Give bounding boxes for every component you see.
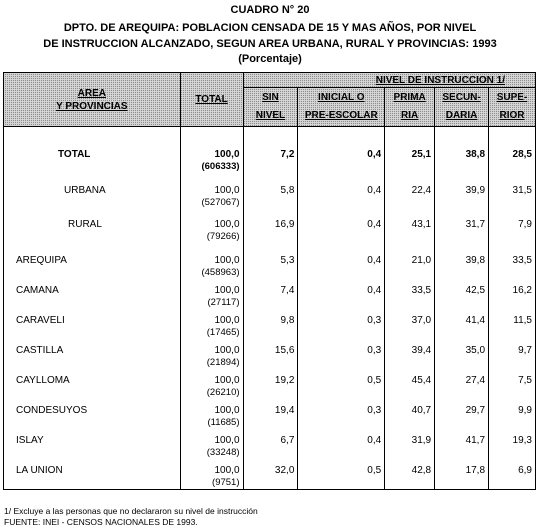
- source-note: FUENTE: INEI - CENSOS NACIONALES DE 1993.: [4, 517, 198, 527]
- cell-primaria: 21,0: [385, 249, 435, 279]
- cell-secundaria: 41,4: [435, 309, 489, 339]
- row-label: URBANA: [4, 179, 181, 213]
- header-secundaria: SECUN- DARIA: [435, 88, 489, 127]
- cell-inicial: 0,4: [298, 429, 385, 459]
- cell-secundaria: 27,4: [435, 369, 489, 399]
- cell-sin-nivel: 6,7: [243, 429, 298, 459]
- cell-sin-nivel: 32,0: [243, 459, 298, 490]
- cell-inicial: 0,4: [298, 249, 385, 279]
- title-line-1: DPTO. DE AREQUIPA: POBLACION CENSADA DE 15 Y MAS AÑOS, POR NIVEL: [63, 22, 477, 34]
- cell-inicial: 0,4: [298, 213, 385, 249]
- table-row: [4, 459, 536, 490]
- cell-total: 100,0 (606333): [180, 127, 243, 179]
- table-row: [4, 279, 536, 309]
- cell-primaria: 31,9: [385, 429, 435, 459]
- cell-primaria: 43,1: [385, 213, 435, 249]
- cell-inicial: 0,3: [298, 309, 385, 339]
- cell-superior: 31,5: [489, 179, 536, 213]
- cell-secundaria: 35,0: [435, 339, 489, 369]
- row-label: LA UNION: [4, 459, 181, 490]
- cell-superior: 33,5: [489, 249, 536, 279]
- table-row: [4, 429, 536, 459]
- header-sin-nivel: SIN NIVEL: [243, 88, 298, 127]
- cell-secundaria: 31,7: [435, 213, 489, 249]
- cell-inicial: 0,4: [298, 179, 385, 213]
- cell-secundaria: 17,8: [435, 459, 489, 490]
- cell-superior: 11,5: [489, 309, 536, 339]
- table-row: [4, 339, 536, 369]
- cell-inicial: 0,4: [298, 127, 385, 179]
- row-label: AREQUIPA: [4, 249, 181, 279]
- table-row: [4, 179, 536, 213]
- cell-inicial: 0,4: [298, 279, 385, 309]
- cell-inicial: 0,5: [298, 459, 385, 490]
- cell-superior: 9,9: [489, 399, 536, 429]
- footnote: 1/ Excluye a las personas que no declararon su nivel de instrucción: [4, 506, 258, 516]
- cell-sin-nivel: 9,8: [243, 309, 298, 339]
- cell-superior: 7,9: [489, 213, 536, 249]
- cell-sin-nivel: 5,8: [243, 179, 298, 213]
- title-line-3: (Porcentaje): [238, 53, 302, 65]
- cell-secundaria: 41,7: [435, 429, 489, 459]
- header-primaria: PRIMA RIA: [385, 88, 435, 127]
- table-row: [4, 127, 536, 179]
- cell-total: 100,0 (33248): [180, 429, 243, 459]
- cell-superior: 9,7: [489, 339, 536, 369]
- cell-secundaria: 29,7: [435, 399, 489, 429]
- cell-total: 100,0 (21894): [180, 339, 243, 369]
- cell-primaria: 45,4: [385, 369, 435, 399]
- cell-secundaria: 42,5: [435, 279, 489, 309]
- table-row: [4, 309, 536, 339]
- cell-superior: 19,3: [489, 429, 536, 459]
- row-label: CAYLLOMA: [4, 369, 181, 399]
- cell-sin-nivel: 7,2: [243, 127, 298, 179]
- cell-total: 100,0 (11685): [180, 399, 243, 429]
- cell-sin-nivel: 16,9: [243, 213, 298, 249]
- cell-total: 100,0 (26210): [180, 369, 243, 399]
- cell-sin-nivel: 19,4: [243, 399, 298, 429]
- cell-primaria: 40,7: [385, 399, 435, 429]
- cell-sin-nivel: 15,6: [243, 339, 298, 369]
- row-label: CAMANA: [4, 279, 181, 309]
- table-body: [4, 127, 536, 490]
- cell-superior: 7,5: [489, 369, 536, 399]
- cell-superior: 28,5: [489, 127, 536, 179]
- cell-total: 100,0 (458963): [180, 249, 243, 279]
- table-number: CUADRO N° 20: [230, 4, 310, 16]
- row-label: ISLAY: [4, 429, 181, 459]
- cell-inicial: 0,5: [298, 369, 385, 399]
- header-inicial: INICIAL O PRE-ESCOLAR: [298, 88, 385, 127]
- header-area: AREA Y PROVINCIAS: [4, 73, 181, 127]
- header-superior: SUPE- RIOR: [489, 88, 536, 127]
- cell-primaria: 37,0: [385, 309, 435, 339]
- cell-total: 100,0 (527067): [180, 179, 243, 213]
- cell-total: 100,0 (9751): [180, 459, 243, 490]
- title-line-2: DE INSTRUCCION ALCANZADO, SEGUN AREA URBANA, RURAL Y PROVINCIAS: 1993: [43, 38, 497, 50]
- cell-superior: 6,9: [489, 459, 536, 490]
- cell-secundaria: 39,8: [435, 249, 489, 279]
- cell-sin-nivel: 5,3: [243, 249, 298, 279]
- table-row: [4, 369, 536, 399]
- cell-secundaria: 38,8: [435, 127, 489, 179]
- cell-sin-nivel: 19,2: [243, 369, 298, 399]
- header-total: TOTAL: [180, 73, 243, 127]
- cell-superior: 16,2: [489, 279, 536, 309]
- row-label: CARAVELI: [4, 309, 181, 339]
- cell-primaria: 25,1: [385, 127, 435, 179]
- cell-total: 100,0 (79266): [180, 213, 243, 249]
- data-table: [3, 72, 536, 490]
- table-row: [4, 213, 536, 249]
- cell-inicial: 0,3: [298, 339, 385, 369]
- row-label: RURAL: [4, 213, 181, 249]
- header-nivel: NIVEL DE INSTRUCCION 1/: [243, 73, 535, 88]
- cell-primaria: 33,5: [385, 279, 435, 309]
- cell-sin-nivel: 7,4: [243, 279, 298, 309]
- row-label: CASTILLA: [4, 339, 181, 369]
- cell-total: 100,0 (17465): [180, 309, 243, 339]
- cell-secundaria: 39,9: [435, 179, 489, 213]
- table-row: [4, 249, 536, 279]
- row-label: CONDESUYOS: [4, 399, 181, 429]
- cell-primaria: 22,4: [385, 179, 435, 213]
- cell-total: 100,0 (27117): [180, 279, 243, 309]
- row-label: TOTAL: [4, 127, 181, 179]
- table-row: [4, 399, 536, 429]
- cell-primaria: 42,8: [385, 459, 435, 490]
- cell-primaria: 39,4: [385, 339, 435, 369]
- cell-inicial: 0,3: [298, 399, 385, 429]
